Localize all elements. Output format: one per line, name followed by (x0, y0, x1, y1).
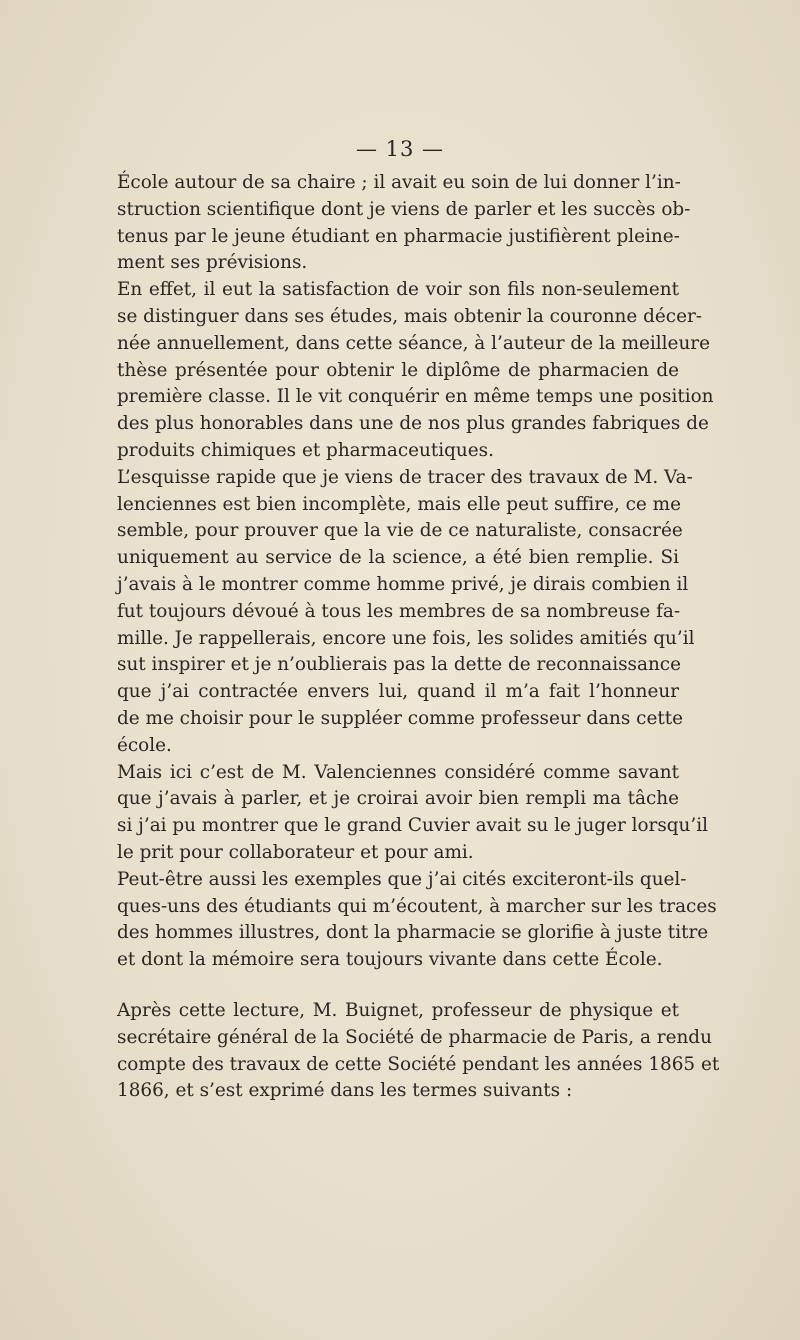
text-line: et dont la mémoire sera toujours vivante dans cette École. (117, 949, 663, 971)
text-line: produits chimiques et pharmaceutiques. (117, 439, 494, 461)
paragraph (117, 760, 709, 867)
text-line: thèse présentée pour obtenir le diplôme de pharmacien de (117, 359, 679, 381)
text-line: tenus par le jeune étudiant en pharmacie justifièrent pleine- (117, 225, 680, 247)
paragraph (117, 277, 714, 465)
text-line: se distinguer dans ses études, mais obtenir la couronne décer- (117, 305, 702, 327)
text-line: si j’ai pu montrer que le grand Cuvier avait su le juger lorsqu’il (117, 815, 709, 837)
text-line: uniquement au service de la science, a été bien remplie. Si (117, 547, 679, 569)
paragraph (117, 170, 691, 277)
page-number: — 13 — (355, 137, 445, 161)
text-line: Mais ici c’est de M. Valenciennes considéré comme savant (117, 761, 679, 783)
text-line: née annuellement, dans cette séance, à l’auteur de la meilleure (117, 332, 710, 354)
text-line: Après cette lecture, M. Buignet, professeur de physique et (117, 999, 679, 1021)
text-line: école. (117, 734, 172, 756)
text-line: semble, pour prouver que la vie de ce naturaliste, consacrée (117, 520, 683, 542)
section-gap (117, 974, 679, 998)
text-line: lenciennes est bien incomplète, mais elle peut suffire, ce me (117, 493, 681, 515)
paragraph (117, 998, 720, 1105)
text-line: En effet, il eut la satisfaction de voir son fils non-seulement (117, 279, 679, 301)
text-line: le prit pour collaborateur et pour ami. (117, 841, 474, 863)
text-line: j’avais à le montrer comme homme privé, je dirais combien il (117, 573, 689, 595)
body-text (117, 170, 720, 1105)
text-line: ques-uns des étudiants qui m’écoutent, à marcher sur les traces (117, 895, 717, 917)
text-line: secrétaire général de la Société de pharmacie de Paris, a rendu (117, 1026, 712, 1048)
text-line: mille. Je rappellerais, encore une fois, les solides amitiés qu’il (117, 627, 695, 649)
paragraph (117, 465, 695, 760)
text-line: struction scientifique dont je viens de parler et les succès ob- (117, 198, 691, 220)
paragraph (117, 867, 717, 974)
text-line: des plus honorables dans une de nos plus grandes fabriques de (117, 413, 709, 435)
text-line: sut inspirer et je n’oublierais pas la dette de reconnaissance (117, 654, 681, 676)
text-line: que j’ai contractée envers lui, quand il m’a fait l’honneur (117, 681, 679, 703)
text-line: fut toujours dévoué à tous les membres de sa nombreuse fa- (117, 600, 681, 622)
text-line: École autour de sa chaire ; il avait eu soin de lui donner l’in- (117, 172, 681, 193)
text-line: de me choisir pour le suppléer comme professeur dans cette (117, 707, 684, 729)
text-line: ment ses prévisions. (117, 252, 308, 274)
text-line: compte des travaux de cette Société pendant les années 1865 et (117, 1053, 720, 1075)
text-line: première classe. Il le vit conquérir en même temps une position (117, 386, 714, 408)
text-line: Peut-être aussi les exemples que j’ai cités exciteront-ils quel- (117, 868, 687, 890)
text-line: que j’avais à parler, et je croirai avoir bien rempli ma tâche (117, 788, 679, 810)
text-line: des hommes illustres, dont la pharmacie se glorifie à juste titre (117, 922, 709, 944)
text-line: L’esquisse rapide que je viens de tracer des travaux de M. Va- (117, 466, 693, 488)
text-line: 1866, et s’est exprimé dans les termes suivants : (117, 1080, 573, 1102)
